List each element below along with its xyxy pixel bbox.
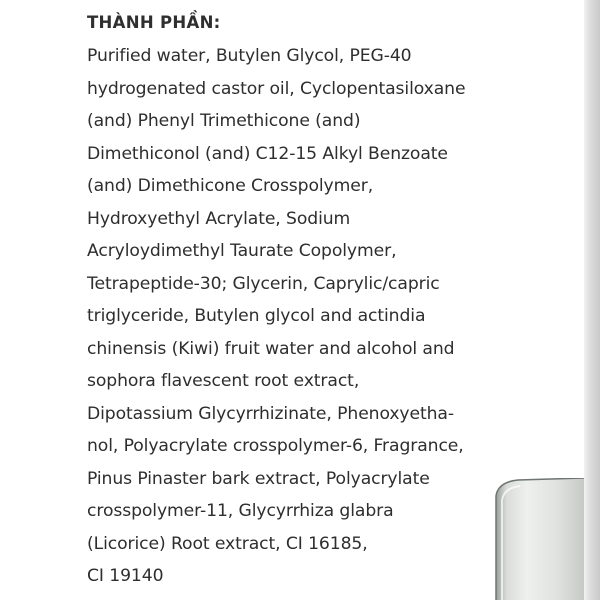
ingredient-line: Dipotassium Glycyrrhizinate, Phenoxyetha- [87, 403, 454, 424]
ingredient-line: hydrogenated castor oil, Cyclopentasiloxane [87, 78, 466, 99]
ingredient-line: Hydroxyethyl Acrylate, Sodium [87, 208, 351, 229]
ingredient-line: CI 19140 [87, 566, 164, 586]
ingredient-line: nol, Polyacrylate crosspolymer-6, Fragrance, [87, 436, 464, 456]
ingredient-line: (and) Dimethicone Crosspolymer, [87, 176, 374, 196]
ingredient-line: (Licorice) Root extract, CI 16185, [87, 533, 368, 554]
ingredient-line: (and) Phenyl Trimethicone (and) [87, 111, 361, 131]
ingredient-line: Dimethiconol (and) C12-15 Alkyl Benzoate [87, 143, 448, 164]
ingredient-line: Acryloydimethyl Taurate Copolymer, [87, 241, 397, 261]
ingredient-line: Purified water, Butylen Glycol, PEG-40 [87, 46, 412, 66]
ingredient-line: Pinus Pinaster bark extract, Polyacrylate [87, 468, 430, 489]
ingredient-line: chinensis (Kiwi) fruit water and alcohol and [87, 338, 455, 359]
right-edge-shadow [584, 0, 600, 600]
ingredient-line: triglyceride, Butylen glycol and actindia [87, 306, 426, 326]
bottle-image [484, 478, 584, 600]
ingredient-line: sophora flavescent root extract, [87, 371, 360, 391]
ingredient-line: crosspolymer-11, Glycyrrhiza glabra [87, 501, 394, 521]
ingredient-line: Tetrapeptide-30; Glycerin, Caprylic/capric [87, 273, 440, 294]
bottle-icon [484, 478, 584, 600]
ingredients-heading: THÀNH PHẦN: [87, 13, 221, 32]
